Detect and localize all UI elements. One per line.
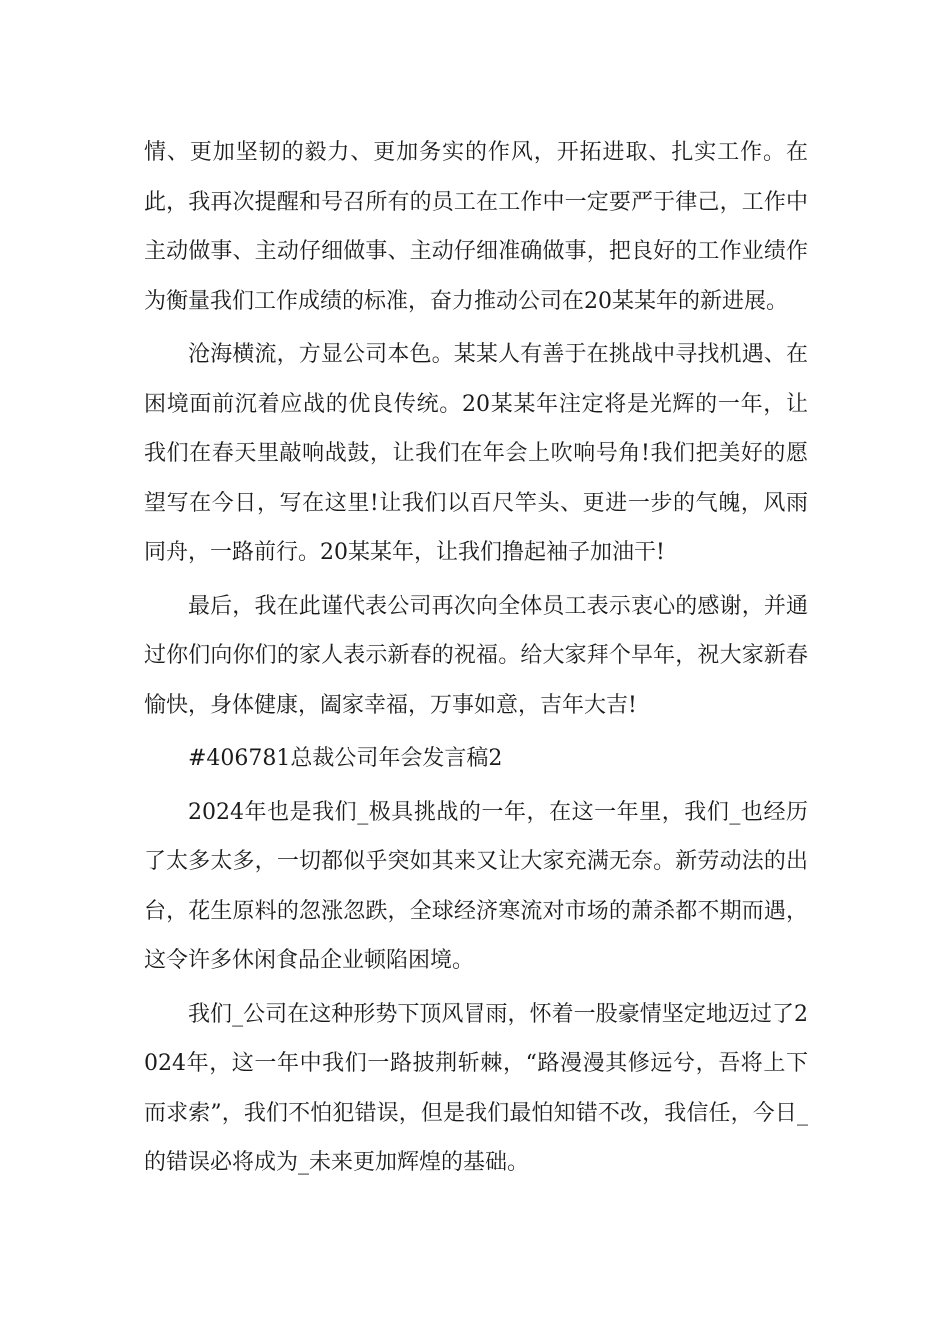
document-body (144, 128, 808, 1192)
paragraph-year-challenges: 2024年也是我们_极具挑战的一年，在这一年里，我们_也经历了太多太多，一切都似乎突如其来又让大家充满无奈。新劳动法的出台，花生原料的忽涨忽跌，全球经济寒流对市场的萧杀都不期而遇，这令许多休闲食品企业顿陷困境。 (144, 799, 808, 973)
paragraph-company-spirit: 沧海横流，方显公司本色。某某人有善于在挑战中寻找机遇、在困境面前沉着应战的优良传统。20某某年注定将是光辉的一年，让我们在春天里敲响战鼓，让我们在年会上吹响号角!我们把美好的愿望写在今日，写在这里!让我们以百尺竿头、更进一步的气魄，风雨同舟，一路前行。20某某年，让我们撸起袖子加油干! (144, 342, 808, 565)
paragraph-closing-wishes: 最后，我在此谨代表公司再次向全体员工表示衷心的感谢，并通过你们向你们的家人表示新春的祝福。给大家拜个早年，祝大家新春愉快，身体健康，阖家幸福，万事如意，吉年大吉! (144, 593, 808, 718)
paragraph-company-perseverance: 我们_公司在这种形势下顶风冒雨，怀着一股豪情坚定地迈过了2024年，这一年中我们一路披荆斩棘，“路漫漫其修远兮，吾将上下而求索”，我们不怕犯错误，但是我们最怕知错不改，我信任，今日_的错误必将成为_未来更加辉煌的基础。 (144, 1001, 808, 1175)
paragraph-continued: 情、更加坚韧的毅力、更加务实的作风，开拓进取、扎实工作。在此，我再次提醒和号召所有的员工在工作中一定要严于律己，工作中主动做事、主动仔细做事、主动仔细准确做事，把良好的工作业绩作为衡量我们工作成绩的标准，奋力推动公司在20某某年的新进展。 (144, 140, 808, 314)
section-title: #406781总裁公司年会发言稿2 (188, 746, 503, 771)
